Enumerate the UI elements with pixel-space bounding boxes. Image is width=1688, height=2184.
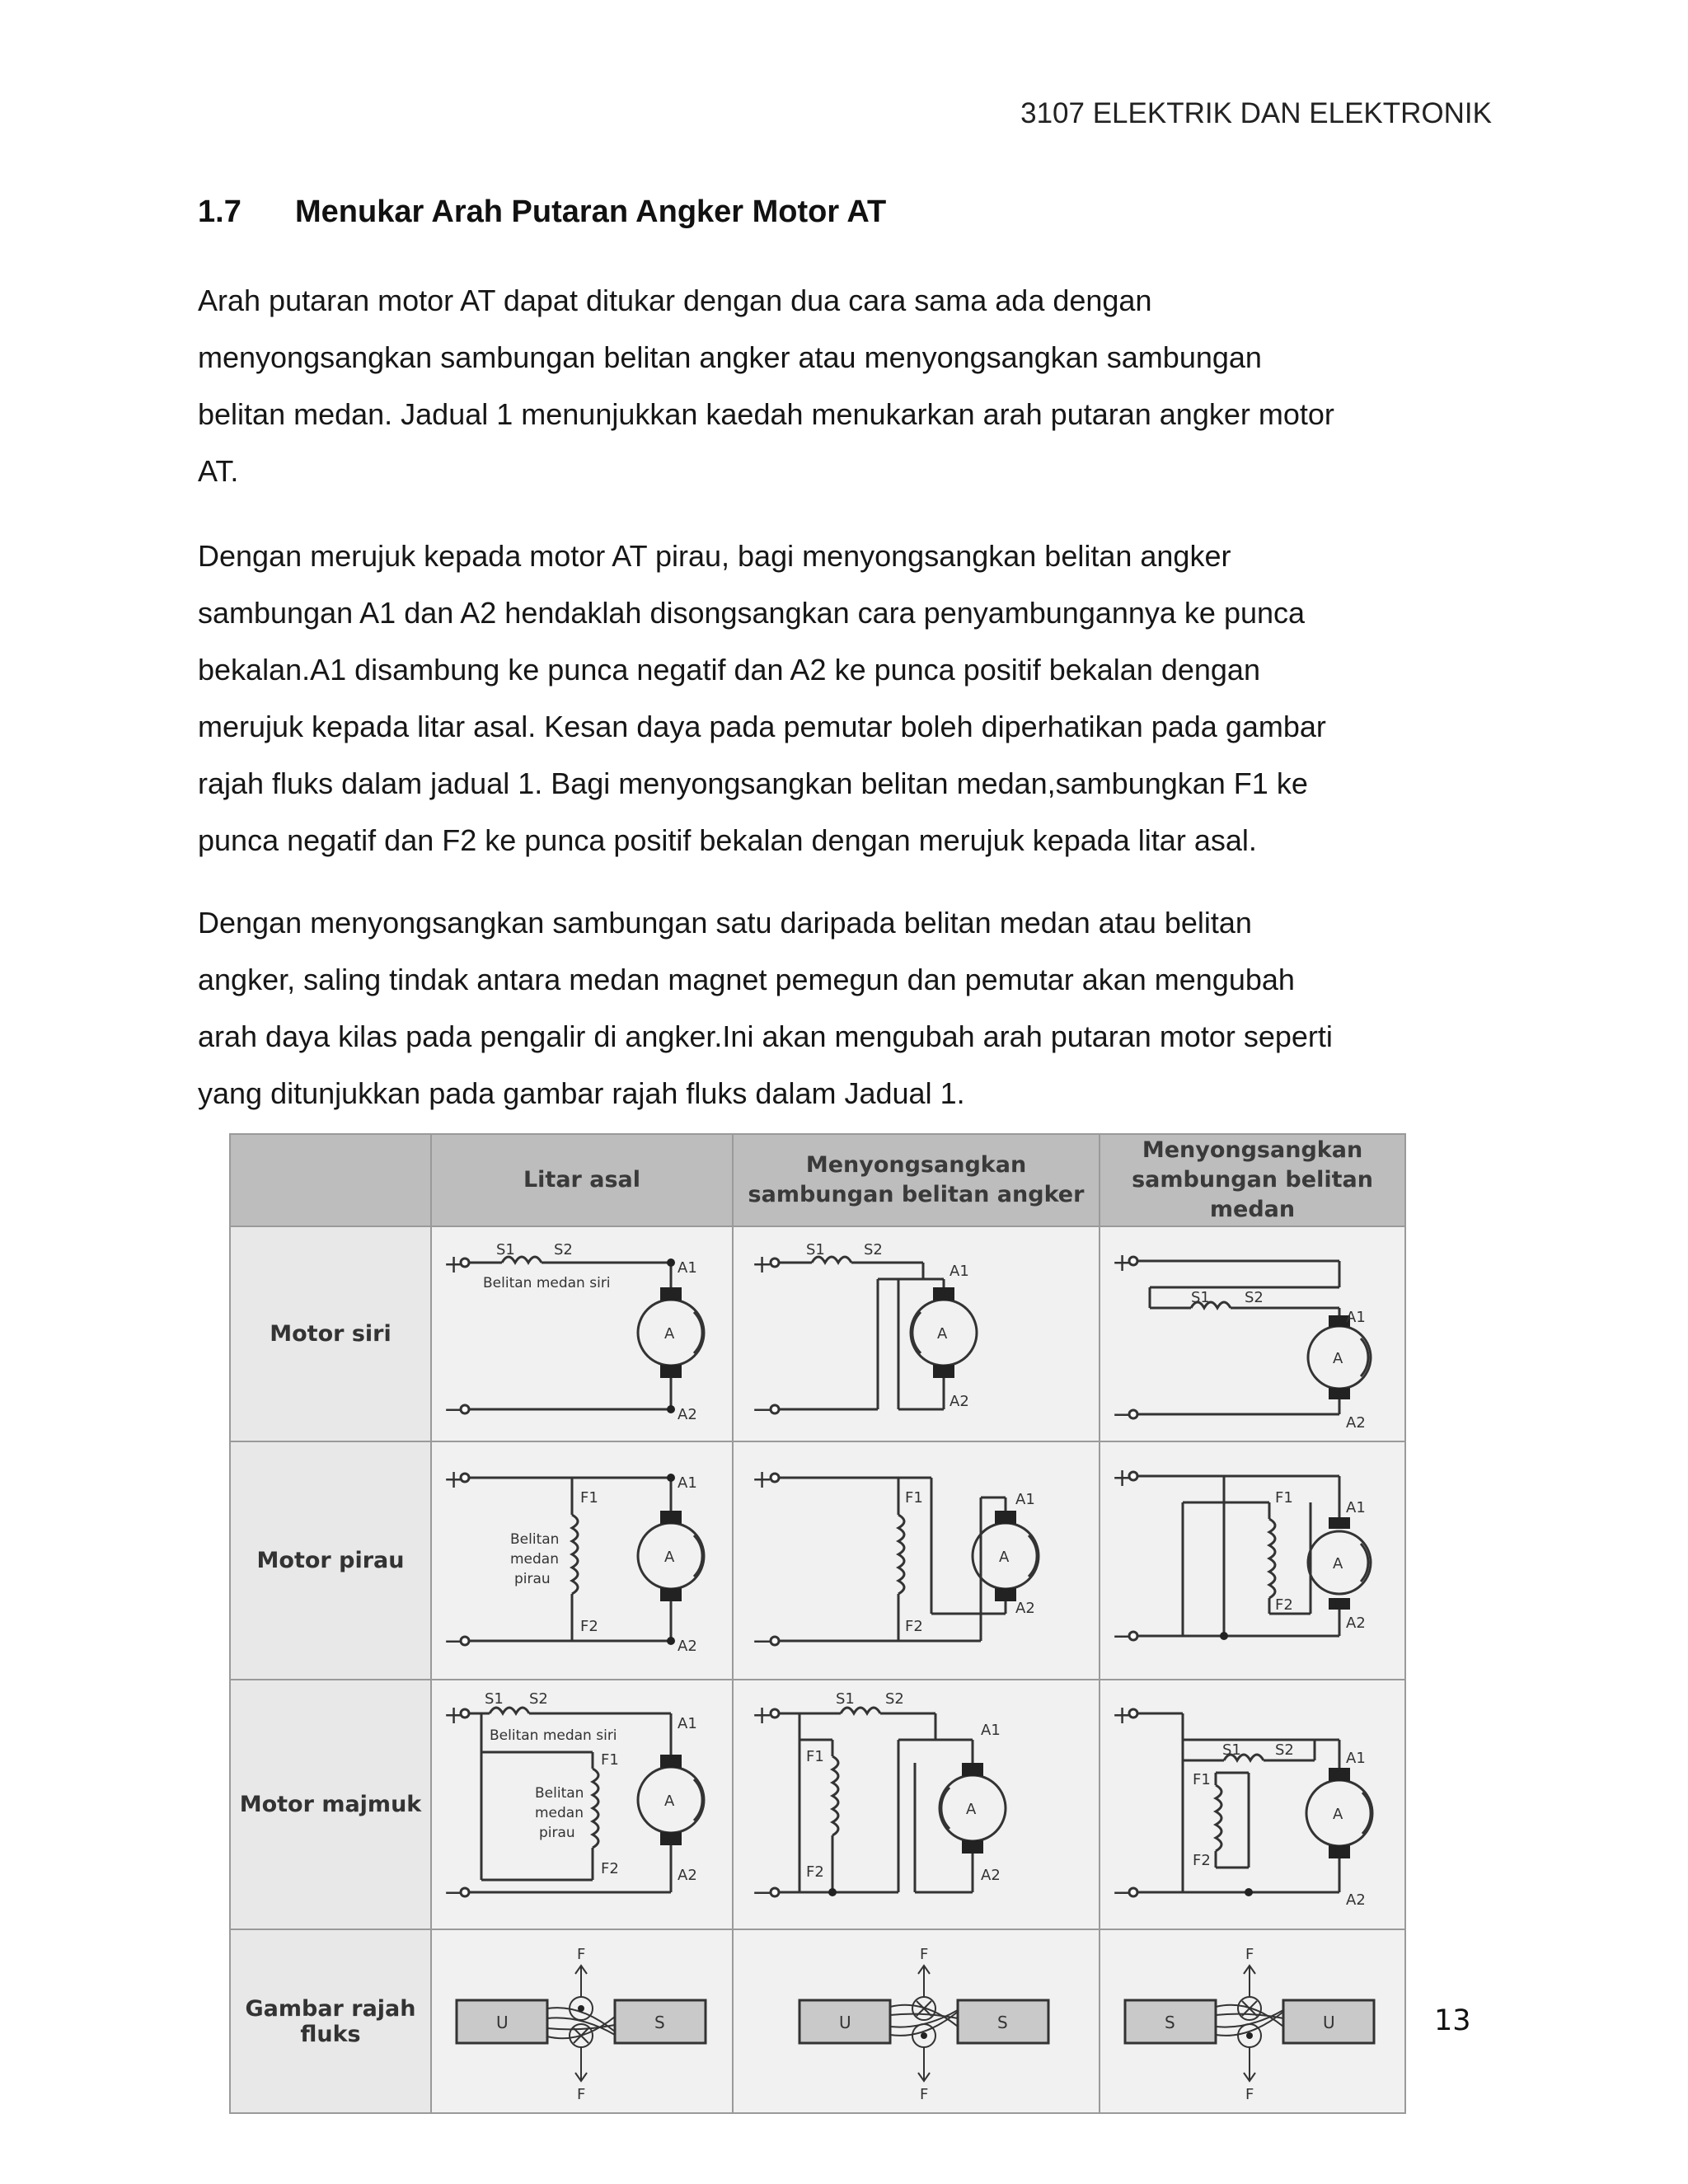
shunt-field-label-3: pirau: [514, 1570, 551, 1587]
diagram-compound-original: [431, 1680, 733, 1930]
label-a1: A1: [1346, 1308, 1366, 1326]
plus-terminal: +: [752, 1701, 773, 1731]
section-title: Menukar Arah Putaran Angker Motor AT: [295, 194, 887, 229]
minus-terminal: −: [752, 1878, 773, 1908]
label-a2: A2: [1346, 1891, 1366, 1910]
label-s1: S1: [1222, 1741, 1241, 1760]
plus-terminal: +: [752, 1465, 773, 1494]
shunt-field-label-1: Belitan: [535, 1785, 584, 1802]
paragraph-2: Dengan merujuk kepada motor AT pirau, bagi menyongsangkan belitan angker sambungan A1 dan A2 hendaklah disongsangkan cara penyambungannya ke punca bekalan.A1 disambung ke punca negatif dan A2 ke punca positif bekalan dengan merujuk kepada litar asal. Kesan daya pada pemutar boleh diperhatikan pada gambar rajah fluks dalam jadual 1. Bagi menyongsangkan belitan medan,sambungkan F1 ke punca negatif dan F2 ke punca positif bekalan dengan merujuk kepada litar asal.: [198, 539, 1326, 857]
force-label-top: F: [920, 1945, 929, 1963]
section-heading: [198, 194, 886, 230]
label-a1: A1: [1015, 1490, 1035, 1508]
plus-terminal: +: [443, 1249, 465, 1279]
armature-label: A: [664, 1548, 675, 1566]
diagram-shunt-reverse-field: [1100, 1441, 1405, 1679]
paragraph-3: Dengan menyongsangkan sambungan satu daripada belitan medan atau belitan angker, saling tindak antara medan magnet pemegun dan pemutar akan mengubah arah daya kilas pada pengalir di angker.Ini akan mengubah arah putaran motor seperti yang ditunjukkan pada gambar rajah fluks dalam Jadual 1.: [198, 906, 1333, 1110]
armature-label: A: [1333, 1349, 1343, 1367]
flux-diagram-reverse-field: [1100, 1929, 1405, 2113]
label-a2: A2: [950, 1392, 969, 1410]
plus-terminal: +: [443, 1701, 465, 1731]
diagram-series-reverse-armature: [733, 1226, 1100, 1441]
pole-south: S: [654, 2012, 665, 2032]
label-a1: A1: [1346, 1498, 1366, 1516]
diagram-shunt-original: [431, 1441, 733, 1679]
column-header-reverse-field: Menyongsangkan sambungan belitan medan: [1100, 1134, 1405, 1226]
plus-terminal: +: [443, 1465, 465, 1494]
label-a2: A2: [1346, 1614, 1366, 1632]
row-label-series: Motor siri: [230, 1226, 431, 1441]
armature-label: A: [1333, 1806, 1343, 1824]
paragraph-1: Arah putaran motor AT dapat ditukar dengan dua cara sama ada dengan menyongsangkan sambungan belitan angker atau menyongsangkan sambungan belitan medan. Jadual 1 menunjukkan kaedah menukarkan arah putaran angker motor AT.: [198, 284, 1334, 488]
label-f1: F1: [806, 1748, 824, 1766]
label-a1: A1: [1346, 1750, 1366, 1768]
series-field-label: Belitan medan siri: [490, 1727, 617, 1745]
motor-direction-table: [229, 1133, 1404, 2114]
shunt-field-label-2: medan: [535, 1805, 584, 1822]
document-header: 3107 ELEKTRIK DAN ELEKTRONIK: [1020, 97, 1492, 129]
row-label-shunt: Motor pirau: [230, 1441, 431, 1679]
table-corner-header: [230, 1134, 431, 1226]
label-f1: F1: [601, 1751, 619, 1769]
flux-diagram-reverse-armature: [733, 1929, 1100, 2113]
label-f2: F2: [580, 1617, 598, 1635]
diagram-shunt-reverse-armature: [733, 1441, 1100, 1679]
label-f2: F2: [1275, 1596, 1293, 1614]
armature-label: A: [999, 1548, 1010, 1566]
section-number: 1.7: [198, 194, 241, 229]
minus-terminal: −: [443, 1878, 465, 1908]
label-s2: S2: [1275, 1741, 1294, 1760]
force-label-bottom: F: [920, 2085, 929, 2103]
label-a1: A1: [950, 1262, 969, 1280]
row-label-flux: Gambar rajah fluks: [230, 1929, 431, 2113]
label-f1: F1: [580, 1488, 598, 1507]
label-s2: S2: [1245, 1288, 1264, 1306]
diagram-series-original: [431, 1226, 733, 1441]
label-s1: S1: [836, 1690, 855, 1708]
label-s2: S2: [885, 1690, 904, 1708]
diagram-series-reverse-field: [1100, 1226, 1405, 1441]
label-a2: A2: [678, 1637, 697, 1655]
label-f2: F2: [806, 1863, 824, 1882]
label-f1: F1: [1275, 1488, 1293, 1507]
label-s1: S1: [485, 1690, 504, 1708]
minus-terminal: −: [1112, 1399, 1133, 1429]
minus-terminal: −: [752, 1626, 773, 1656]
shunt-field-label-3: pirau: [539, 1825, 575, 1842]
label-f2: F2: [601, 1860, 619, 1878]
label-s2: S2: [529, 1690, 548, 1708]
label-f2: F2: [905, 1617, 923, 1635]
plus-terminal: +: [1112, 1248, 1133, 1277]
label-a2: A2: [1346, 1413, 1366, 1432]
label-s1: S1: [806, 1240, 825, 1258]
shunt-field-label-1: Belitan: [510, 1530, 560, 1548]
label-a1: A1: [678, 1715, 697, 1733]
label-a1: A1: [678, 1474, 697, 1492]
force-label-top: F: [1245, 1945, 1254, 1963]
label-s1: S1: [1191, 1288, 1210, 1306]
pole-north: U: [839, 2012, 851, 2032]
armature-label: A: [966, 1801, 977, 1819]
plus-terminal: +: [1112, 1463, 1133, 1493]
series-field-label: Belitan medan siri: [483, 1274, 611, 1291]
diagram-compound-reverse-field: [1100, 1680, 1405, 1930]
armature-label: A: [937, 1324, 948, 1343]
force-label-top: F: [577, 1945, 586, 1963]
label-a2: A2: [678, 1405, 697, 1423]
pole-south: S: [1165, 2012, 1175, 2032]
column-header-reverse-armature: Menyongsangkan sambungan belitan angker: [733, 1134, 1100, 1226]
armature-label: A: [664, 1793, 675, 1811]
label-a2: A2: [1015, 1599, 1035, 1617]
minus-terminal: −: [443, 1626, 465, 1656]
shunt-field-label-2: medan: [510, 1550, 560, 1568]
armature-label: A: [664, 1324, 675, 1343]
label-f2: F2: [1193, 1852, 1211, 1870]
minus-terminal: −: [1112, 1621, 1133, 1651]
label-s2: S2: [554, 1240, 573, 1258]
diagram-compound-reverse-armature: [733, 1680, 1100, 1930]
label-a2: A2: [678, 1867, 697, 1885]
pole-south: S: [997, 2012, 1008, 2032]
minus-terminal: −: [443, 1394, 465, 1424]
flux-diagram-original: [431, 1929, 733, 2113]
minus-terminal: −: [1112, 1878, 1133, 1908]
pole-north: U: [1323, 2012, 1335, 2032]
page-number: 13: [1434, 2004, 1471, 2037]
pole-north: U: [496, 2012, 509, 2032]
label-s2: S2: [864, 1240, 883, 1258]
label-s1: S1: [496, 1240, 515, 1258]
force-label-bottom: F: [1245, 2085, 1254, 2103]
armature-label: A: [1333, 1554, 1343, 1572]
row-label-compound: Motor majmuk: [230, 1680, 431, 1930]
label-a1: A1: [678, 1258, 697, 1277]
minus-terminal: −: [752, 1394, 773, 1424]
plus-terminal: +: [752, 1249, 773, 1279]
force-label-bottom: F: [577, 2085, 586, 2103]
label-a1: A1: [981, 1722, 1001, 1740]
label-f1: F1: [1193, 1771, 1211, 1789]
label-f1: F1: [905, 1488, 923, 1507]
plus-terminal: +: [1112, 1701, 1133, 1731]
column-header-original: Litar asal: [431, 1134, 733, 1226]
label-a2: A2: [981, 1867, 1001, 1885]
